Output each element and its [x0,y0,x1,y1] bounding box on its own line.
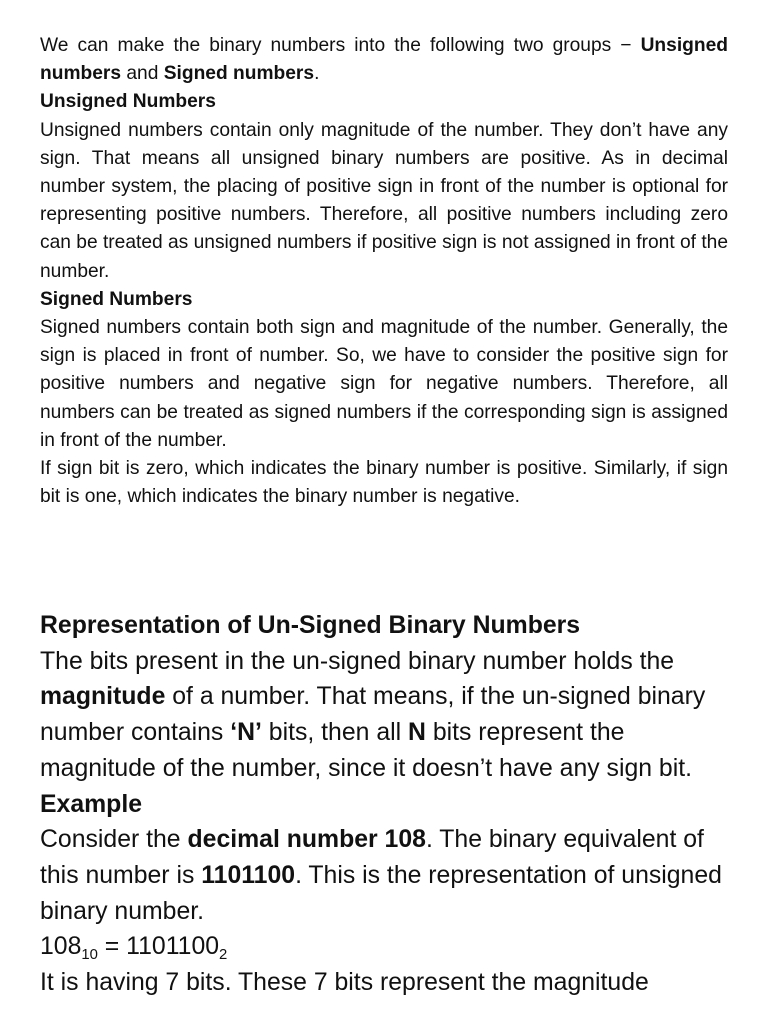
eq-decimal-base: 10 [81,947,98,964]
conversion-equation [40,929,740,965]
unsigned-term: Unsigned numbers [40,35,728,85]
rep-text-a: The bits present in the un-signed binary number holds the [40,647,675,675]
binary-value-term: 1101100 [201,861,296,889]
ex-text-a: Consider the [40,826,188,854]
representation-section [40,608,740,1001]
representation-paragraph [40,644,740,787]
decimal-108-term: decimal number 108 [187,826,426,854]
example-heading: Example [40,790,142,818]
example-paragraph [40,822,740,929]
intro-paragraph [40,32,728,88]
intro-text-and: and [121,63,164,85]
unsigned-heading: Unsigned Numbers [40,91,216,113]
eq-binary: = 1101100 [97,933,220,961]
eq-binary-base: 2 [219,947,228,964]
cut-off-line: It is having 7 bits. These 7 bits represent the magnitude [40,969,649,997]
sign-bit-paragraph: If sign bit is zero, which indicates the binary number is positive. Similarly, if sign bit is one, which indicates the binary number is negative. [40,458,728,508]
intro-text: We can make the binary numbers into the following two groups − [40,35,641,56]
rep-text-c: of a number. That means, if the un-signed binary number contains [40,683,706,747]
n-quoted-term: ‘N’ [230,719,262,747]
signed-term: Signed numbers [163,63,315,85]
eq-decimal: 108 [40,933,82,961]
representation-heading: Representation of Un-Signed Binary Numbers [40,612,581,639]
ex-text-c: . The binary equivalent of this number is [40,826,704,889]
ex-text-e: . This is the representation of unsigned binary number. [40,861,722,925]
signed-body: Signed numbers contain both sign and magnitude of the number. Generally, the sign is placed in front of number. So, we have to consider the positive sign for positive numbers and negative sign for negative numbers. Therefore, all numbers can be treated as signed numbers if the corresponding sign is assigned in front of the number. [40,317,728,451]
intro-text-end: . [314,63,320,85]
unsigned-body: Unsigned numbers contain only magnitude of the number. They don’t have any sign. That means all unsigned binary numbers are positive. As in decimal number system, the placing of positive sign in front of the number is optional for representing positive numbers. Therefore, all positive numbers including zero can be treated as unsigned numbers if positive sign is not assigned in front of the number. [40,119,728,282]
intro-section [40,32,728,511]
magnitude-term: magnitude [40,683,166,711]
rep-text-e: bits, then all [261,719,409,747]
signed-heading: Signed Numbers [40,288,193,310]
n-term: N [408,719,426,747]
rep-text-g: bits represent the magnitude of the number, since it doesn’t have any sign bit. [40,719,693,782]
